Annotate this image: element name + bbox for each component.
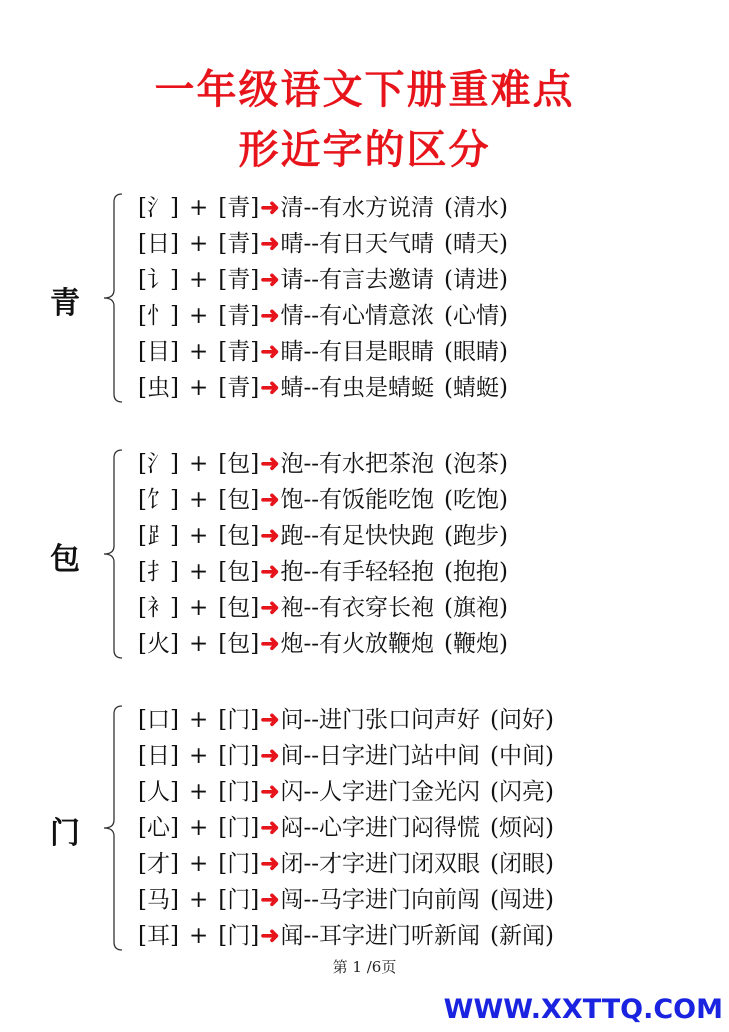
plus-sign: + xyxy=(188,451,209,477)
list-item xyxy=(138,446,508,482)
page-title-line-1: 一年级语文下册重难点 xyxy=(154,67,575,113)
plus-sign: + xyxy=(188,851,209,877)
explanation: 跑--有足快快跑 xyxy=(280,523,435,549)
base-character: [包] xyxy=(218,451,260,477)
radical: [饣] xyxy=(138,487,179,513)
base-character: [门] xyxy=(218,707,260,733)
explanation: 闷--心字进门闷得慌 xyxy=(280,815,481,841)
brace-icon xyxy=(96,446,126,662)
base-character: [门] xyxy=(218,851,260,877)
plus-sign: + xyxy=(188,267,209,293)
example-word: (抱抱) xyxy=(444,559,508,585)
base-character: [包] xyxy=(218,631,260,657)
plus-sign: + xyxy=(188,487,209,513)
arrow-icon: ➜ xyxy=(260,630,280,657)
arrow-icon: ➜ xyxy=(260,742,280,769)
example-word: (吃饱) xyxy=(444,487,508,513)
list-item xyxy=(138,554,508,590)
plus-sign: + xyxy=(188,887,209,913)
arrow-icon: ➜ xyxy=(260,850,280,877)
plus-sign: + xyxy=(188,707,209,733)
radical: [日] xyxy=(138,231,179,257)
list-item xyxy=(138,918,554,954)
group-character: 门 xyxy=(50,816,80,851)
list-item xyxy=(138,846,554,882)
radical: [扌] xyxy=(138,559,179,585)
radical: [才] xyxy=(138,851,179,877)
explanation: 闪--人字进门金光闪 xyxy=(280,779,481,805)
example-word: (闯进) xyxy=(490,887,554,913)
arrow-icon: ➜ xyxy=(260,486,280,513)
arrow-icon: ➜ xyxy=(260,594,280,621)
page-number: 第 1 /6页 xyxy=(332,958,397,976)
arrow-icon: ➜ xyxy=(260,922,280,949)
explanation: 间--日字进门站中间 xyxy=(280,743,481,769)
arrow-icon: ➜ xyxy=(260,706,280,733)
base-character: [青] xyxy=(218,195,260,221)
arrow-icon: ➜ xyxy=(260,778,280,805)
explanation: 请--有言去邀请 xyxy=(280,267,435,293)
group-character: 包 xyxy=(50,542,80,577)
brace-icon xyxy=(96,190,126,406)
explanation: 饱--有饭能吃饱 xyxy=(280,487,435,513)
brace-icon xyxy=(96,702,126,954)
radical: [氵] xyxy=(138,195,179,221)
base-character: [青] xyxy=(218,267,260,293)
radical: [口] xyxy=(138,707,179,733)
list-item xyxy=(138,810,554,846)
explanation: 问--进门张口问声好 xyxy=(280,707,481,733)
radical: [心] xyxy=(138,815,179,841)
page-title-line-2: 形近字的区分 xyxy=(238,127,491,173)
list-item xyxy=(138,334,508,370)
rows-list xyxy=(138,190,508,406)
example-word: (清水) xyxy=(444,195,508,221)
arrow-icon: ➜ xyxy=(260,194,280,221)
rows-list xyxy=(138,446,508,662)
arrow-icon: ➜ xyxy=(260,886,280,913)
arrow-icon: ➜ xyxy=(260,338,280,365)
example-word: (泡茶) xyxy=(444,451,508,477)
base-character: [门] xyxy=(218,743,260,769)
explanation: 闯--马字进门向前闯 xyxy=(280,887,481,913)
explanation: 泡--有水把茶泡 xyxy=(280,451,435,477)
radical: [忄] xyxy=(138,303,179,329)
list-item xyxy=(138,262,508,298)
arrow-icon: ➜ xyxy=(260,558,280,585)
base-character: [青] xyxy=(218,375,260,401)
list-item xyxy=(138,626,508,662)
example-word: (鞭炮) xyxy=(444,631,508,657)
base-character: [包] xyxy=(218,595,260,621)
example-word: (问好) xyxy=(490,707,554,733)
arrow-icon: ➜ xyxy=(260,450,280,477)
radical: [目] xyxy=(138,339,179,365)
base-character: [青] xyxy=(218,339,260,365)
group xyxy=(0,446,729,662)
example-word: (闪亮) xyxy=(490,779,554,805)
plus-sign: + xyxy=(188,923,209,949)
plus-sign: + xyxy=(188,195,209,221)
group-character: 青 xyxy=(50,286,80,321)
plus-sign: + xyxy=(188,631,209,657)
list-item xyxy=(138,190,508,226)
radical: [⻊] xyxy=(138,523,179,549)
list-item xyxy=(138,482,508,518)
radical: [日] xyxy=(138,743,179,769)
example-word: (闭眼) xyxy=(490,851,554,877)
list-item xyxy=(138,774,554,810)
explanation: 抱--有手轻轻抱 xyxy=(280,559,435,585)
watermark: WWW.XXTTQ.COM xyxy=(443,994,723,1025)
arrow-icon: ➜ xyxy=(260,374,280,401)
explanation: 晴--有日天气晴 xyxy=(280,231,435,257)
example-word: (旗袍) xyxy=(444,595,508,621)
list-item xyxy=(138,882,554,918)
base-character: [包] xyxy=(218,487,260,513)
base-character: [青] xyxy=(218,231,260,257)
list-item xyxy=(138,738,554,774)
plus-sign: + xyxy=(188,231,209,257)
example-word: (心情) xyxy=(444,303,508,329)
radical: [讠] xyxy=(138,267,179,293)
arrow-icon: ➜ xyxy=(260,522,280,549)
list-item xyxy=(138,590,508,626)
example-word: (晴天) xyxy=(444,231,508,257)
list-item xyxy=(138,298,508,334)
plus-sign: + xyxy=(188,523,209,549)
explanation: 蜻--有虫是蜻蜓 xyxy=(280,375,435,401)
explanation: 闻--耳字进门听新闻 xyxy=(280,923,481,949)
list-item xyxy=(138,226,508,262)
explanation: 睛--有目是眼睛 xyxy=(280,339,435,365)
list-item xyxy=(138,518,508,554)
list-item xyxy=(138,702,554,738)
example-word: (请进) xyxy=(444,267,508,293)
plus-sign: + xyxy=(188,743,209,769)
explanation: 袍--有衣穿长袍 xyxy=(280,595,435,621)
example-word: (蜻蜓) xyxy=(444,375,508,401)
plus-sign: + xyxy=(188,779,209,805)
arrow-icon: ➜ xyxy=(260,302,280,329)
radical: [马] xyxy=(138,887,179,913)
base-character: [门] xyxy=(218,923,260,949)
plus-sign: + xyxy=(188,595,209,621)
explanation: 闭--才字进门闭双眼 xyxy=(280,851,481,877)
plus-sign: + xyxy=(188,375,209,401)
base-character: [门] xyxy=(218,815,260,841)
example-word: (跑步) xyxy=(444,523,508,549)
base-character: [包] xyxy=(218,559,260,585)
explanation: 炮--有火放鞭炮 xyxy=(280,631,435,657)
example-word: (烦闷) xyxy=(490,815,554,841)
arrow-icon: ➜ xyxy=(260,814,280,841)
plus-sign: + xyxy=(188,303,209,329)
group xyxy=(0,190,729,406)
group xyxy=(0,702,729,954)
radical: [耳] xyxy=(138,923,179,949)
explanation: 情--有心情意浓 xyxy=(280,303,435,329)
radical: [虫] xyxy=(138,375,179,401)
radical: [氵] xyxy=(138,451,179,477)
list-item xyxy=(138,370,508,406)
arrow-icon: ➜ xyxy=(260,230,280,257)
example-word: (眼睛) xyxy=(444,339,508,365)
radical: [人] xyxy=(138,779,179,805)
base-character: [门] xyxy=(218,887,260,913)
example-word: (中间) xyxy=(490,743,554,769)
example-word: (新闻) xyxy=(490,923,554,949)
base-character: [包] xyxy=(218,523,260,549)
explanation: 清--有水方说清 xyxy=(280,195,435,221)
radical: [衤] xyxy=(138,595,179,621)
base-character: [门] xyxy=(218,779,260,805)
plus-sign: + xyxy=(188,339,209,365)
arrow-icon: ➜ xyxy=(260,266,280,293)
base-character: [青] xyxy=(218,303,260,329)
radical: [火] xyxy=(138,631,179,657)
plus-sign: + xyxy=(188,815,209,841)
rows-list xyxy=(138,702,554,954)
plus-sign: + xyxy=(188,559,209,585)
